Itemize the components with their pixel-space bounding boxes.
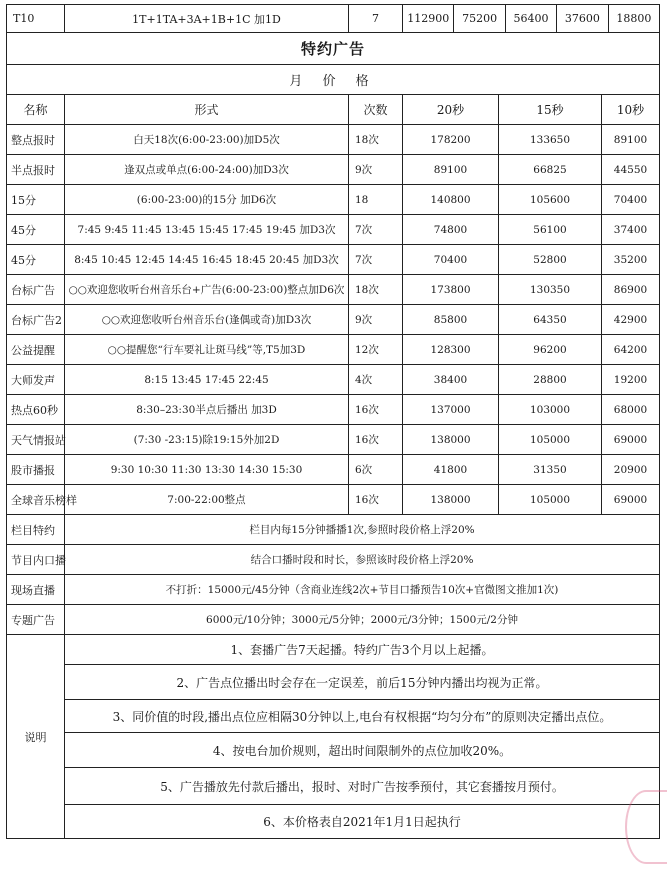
row-count: 4次 bbox=[349, 365, 403, 395]
sub-title: 月 价 格 bbox=[7, 65, 660, 95]
row-name: 半点报时 bbox=[7, 155, 65, 185]
price-10s: 44550 bbox=[602, 155, 660, 185]
row-count: 6次 bbox=[349, 455, 403, 485]
row-form: 8:30–23:30半点后播出 加3D bbox=[65, 395, 349, 425]
row-name: 45分 bbox=[7, 245, 65, 275]
price-20s: 137000 bbox=[403, 395, 499, 425]
price-20s: 70400 bbox=[403, 245, 499, 275]
price-10s: 89100 bbox=[602, 125, 660, 155]
row-form: ○○提醒您“行车要礼让斑马线”等,T5加3D bbox=[65, 335, 349, 365]
table-row bbox=[7, 425, 660, 455]
row-count: 16次 bbox=[349, 425, 403, 455]
row-name: 公益提醒 bbox=[7, 335, 65, 365]
row-name: 台标广告2 bbox=[7, 305, 65, 335]
price-10s: 69000 bbox=[602, 485, 660, 515]
row-form: 8:15 13:45 17:45 22:45 bbox=[65, 365, 349, 395]
header-15s: 15秒 bbox=[499, 95, 602, 125]
price-20s: 128300 bbox=[403, 335, 499, 365]
special-row bbox=[7, 605, 660, 635]
row-count: 9次 bbox=[349, 155, 403, 185]
price-15s: 103000 bbox=[499, 395, 602, 425]
price-15s: 105000 bbox=[499, 485, 602, 515]
row-name: T10 bbox=[7, 5, 65, 33]
price-table bbox=[6, 4, 660, 839]
table-row bbox=[7, 155, 660, 185]
note-text: 2、广告点位播出时会存在一定误差，前后15分钟内播出均视为正常。 bbox=[65, 665, 660, 700]
price-15s: 96200 bbox=[499, 335, 602, 365]
price-20s: 85800 bbox=[403, 305, 499, 335]
price-20s: 89100 bbox=[403, 155, 499, 185]
price-10s: 20900 bbox=[602, 455, 660, 485]
row-name: 整点报时 bbox=[7, 125, 65, 155]
note-row bbox=[7, 768, 660, 805]
price-15s: 130350 bbox=[499, 275, 602, 305]
table-row bbox=[7, 125, 660, 155]
note-row bbox=[7, 733, 660, 768]
row-name: 台标广告 bbox=[7, 275, 65, 305]
price-15s: 66825 bbox=[499, 155, 602, 185]
row-count: 16次 bbox=[349, 485, 403, 515]
price-20s: 74800 bbox=[403, 215, 499, 245]
row-name: 15分 bbox=[7, 185, 65, 215]
note-text: 4、按电台加价规则，超出时间限制外的点位加收20%。 bbox=[65, 733, 660, 768]
note-text: 3、同价值的时段,播出点位应相隔30分钟以上,电台有权根据“均匀分布”的原则决定播出点位。 bbox=[65, 700, 660, 733]
price-cell: 112900 bbox=[403, 5, 454, 32]
header-10s: 10秒 bbox=[602, 95, 660, 125]
price-20s: 173800 bbox=[403, 275, 499, 305]
note-text: 1、套播广告7天起播。特约广告3个月以上起播。 bbox=[65, 635, 660, 665]
price-10s: 64200 bbox=[602, 335, 660, 365]
row-form: 1T+1TA+3A+1B+1C 加1D bbox=[65, 5, 349, 33]
row-name: 热点60秒 bbox=[7, 395, 65, 425]
price-cell: 75200 bbox=[454, 5, 505, 32]
special-row bbox=[7, 515, 660, 545]
price-10s: 42900 bbox=[602, 305, 660, 335]
price-10s: 68000 bbox=[602, 395, 660, 425]
row-name: 股市播报 bbox=[7, 455, 65, 485]
price-10s: 37400 bbox=[602, 215, 660, 245]
price-15s: 64350 bbox=[499, 305, 602, 335]
row-name: 全球音乐榜样 bbox=[7, 485, 65, 515]
row-form: ○○欢迎您收听台州音乐台+广告(6:00-23:00)整点加D6次 bbox=[65, 275, 349, 305]
special-text: 不打折：15000元/45分钟（含商业连线2次+节目口播预告10次+官微图文推加1次) bbox=[65, 575, 660, 605]
price-10s: 19200 bbox=[602, 365, 660, 395]
price-15s: 105000 bbox=[499, 425, 602, 455]
price-15s: 28800 bbox=[499, 365, 602, 395]
row-form: 白天18次(6:00-23:00)加D5次 bbox=[65, 125, 349, 155]
price-15s: 31350 bbox=[499, 455, 602, 485]
price-15s: 105600 bbox=[499, 185, 602, 215]
row-count: 18 bbox=[349, 185, 403, 215]
special-text: 结合口播时段和时长，参照该时段价格上浮20% bbox=[65, 545, 660, 575]
price-10s: 86900 bbox=[602, 275, 660, 305]
price-sheet bbox=[6, 4, 659, 864]
notes-rows bbox=[7, 635, 660, 839]
price-15s: 56100 bbox=[499, 215, 602, 245]
section-title: 特约广告 bbox=[7, 33, 660, 65]
price-20s: 178200 bbox=[403, 125, 499, 155]
special-name: 专题广告 bbox=[7, 605, 65, 635]
row-name: 45分 bbox=[7, 215, 65, 245]
row-count: 9次 bbox=[349, 305, 403, 335]
row-form: 7:00-22:00整点 bbox=[65, 485, 349, 515]
special-name: 节目内口播 bbox=[7, 545, 65, 575]
row-form: (7:30 -23:15)除19:15外加2D bbox=[65, 425, 349, 455]
row-form: 9:30 10:30 11:30 13:30 14:30 15:30 bbox=[65, 455, 349, 485]
row-form: 8:45 10:45 12:45 14:45 16:45 18:45 20:45 加D3次 bbox=[65, 245, 349, 275]
table-row bbox=[7, 455, 660, 485]
notes-label: 说明 bbox=[7, 635, 65, 839]
row-count: 18次 bbox=[349, 125, 403, 155]
row-form: (6:00-23:00)的15分 加D6次 bbox=[65, 185, 349, 215]
header-row bbox=[7, 95, 660, 125]
note-row bbox=[7, 700, 660, 733]
row-form: ○○欢迎您收听台州音乐台(逢偶或奇)加D3次 bbox=[65, 305, 349, 335]
price-rows bbox=[7, 125, 660, 515]
note-row bbox=[7, 665, 660, 700]
special-name: 现场直播 bbox=[7, 575, 65, 605]
price-15s: 133650 bbox=[499, 125, 602, 155]
price-10s: 69000 bbox=[602, 425, 660, 455]
table-row bbox=[7, 275, 660, 305]
special-name: 栏目特约 bbox=[7, 515, 65, 545]
row-count: 12次 bbox=[349, 335, 403, 365]
price-cell: 18800 bbox=[616, 12, 652, 25]
special-text: 6000元/10分钟；3000元/5分钟；2000元/3分钟；1500元/2分钟 bbox=[65, 605, 660, 635]
table-row bbox=[7, 5, 660, 33]
row-form: 7:45 9:45 11:45 13:45 15:45 17:45 19:45 加D3次 bbox=[65, 215, 349, 245]
row-count: 7次 bbox=[349, 245, 403, 275]
note-row bbox=[7, 805, 660, 839]
price-10s: 70400 bbox=[602, 185, 660, 215]
table-row bbox=[7, 215, 660, 245]
price-15s: 52800 bbox=[499, 245, 602, 275]
price-cell: 56400 bbox=[506, 5, 557, 32]
price-20s: 138000 bbox=[403, 485, 499, 515]
special-row bbox=[7, 575, 660, 605]
table-row bbox=[7, 245, 660, 275]
row-count: 7次 bbox=[349, 215, 403, 245]
table-row bbox=[7, 365, 660, 395]
row-count: 16次 bbox=[349, 395, 403, 425]
row-name: 天气情报站 bbox=[7, 425, 65, 455]
price-20s: 38400 bbox=[403, 365, 499, 395]
note-row bbox=[7, 635, 660, 665]
table-row bbox=[7, 185, 660, 215]
note-text: 5、广告播放先付款后播出，报时、对时广告按季预付，其它套播按月预付。 bbox=[65, 768, 660, 805]
price-10s: 35200 bbox=[602, 245, 660, 275]
table-row bbox=[7, 485, 660, 515]
special-rows bbox=[7, 515, 660, 635]
header-count: 次数 bbox=[349, 95, 403, 125]
special-row bbox=[7, 545, 660, 575]
row-count: 7 bbox=[349, 5, 403, 33]
table-row bbox=[7, 395, 660, 425]
row-count: 18次 bbox=[349, 275, 403, 305]
special-text: 栏目内每15分钟播播1次,参照时段价格上浮20% bbox=[65, 515, 660, 545]
table-row bbox=[7, 335, 660, 365]
price-20s: 41800 bbox=[403, 455, 499, 485]
price-cell: 37600 bbox=[557, 5, 608, 32]
note-text: 6、本价格表自2021年1月1日起执行 bbox=[65, 805, 660, 839]
header-20s: 20秒 bbox=[403, 95, 499, 125]
row-name: 大师发声 bbox=[7, 365, 65, 395]
header-form: 形式 bbox=[65, 95, 349, 125]
row-form: 逢双点或单点(6:00-24:00)加D3次 bbox=[65, 155, 349, 185]
table-row bbox=[7, 305, 660, 335]
price-20s: 138000 bbox=[403, 425, 499, 455]
price-20s: 140800 bbox=[403, 185, 499, 215]
header-name: 名称 bbox=[7, 95, 65, 125]
